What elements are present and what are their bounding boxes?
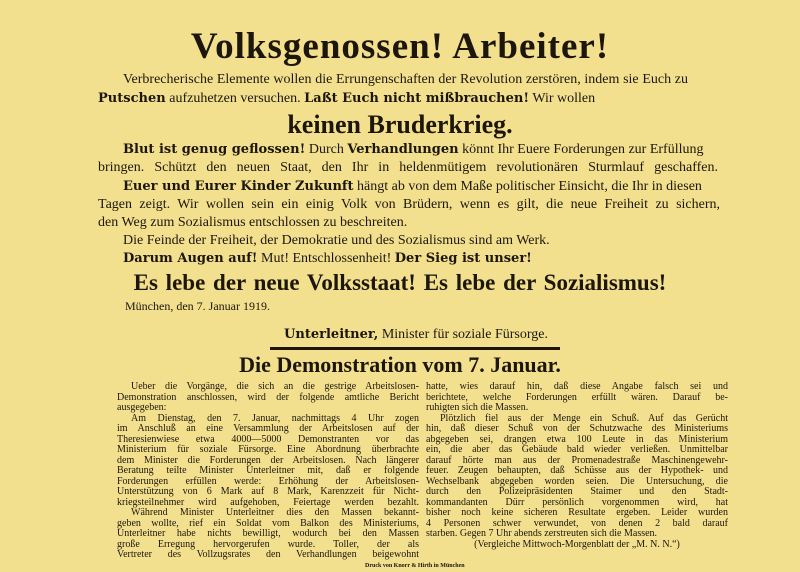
report-line: Unterstützung von 6 Mark auf 8 Mark, Karenzzeit für Nicht- <box>117 486 419 497</box>
report-line: Während Minister Unterleitner dies den Massen bekannt- <box>131 507 419 518</box>
report-line: im Anschluß an eine Versammlung der Arbeitslosen auf der <box>117 423 419 434</box>
report-line: starben. Gegen 7 Uhr abends zerstreuten sich die Massen. <box>426 528 658 539</box>
report-line: abgegeben sei, drangen etwa 100 Leute in das Ministerium <box>426 433 728 445</box>
emphasis: Darum Augen auf! <box>123 251 258 266</box>
signer-title: Minister für soziale Fürsorge. <box>378 327 548 342</box>
intro-line <box>98 90 595 108</box>
report-line: ein, die aber das Gebäude bald wieder verließen. Unmittelbar <box>426 444 728 455</box>
slogan-long-live: Es lebe der neue Volksstaat! Es lebe der Sozialismus! <box>133 270 667 295</box>
emphasis: Euer und Eurer Kinder Zukunft <box>123 179 354 194</box>
intro-line: den Weg zum Sozialismus entschlossen zu beschreiten. <box>98 215 408 230</box>
report-line: kommandanten Dürr persönlich vorgenommen wird, hat <box>426 496 728 508</box>
divider-rule <box>270 347 560 350</box>
poster-headline: Volksgenossen! Arbeiter! <box>190 26 610 67</box>
intro-line: Verbrecherische Elemente wollen die Errungenschaften der Revolution zerstören, indem sie Euch zu <box>123 72 688 87</box>
emphasis: Blut ist genug geflossen! <box>123 142 306 157</box>
report-line: hin, daß dieser Schuß von der Schutzwache des Ministeriums <box>426 423 728 434</box>
intro-line: bringen. Schützt den neuen Staat, den Ihr in heldenmütigem revolutionären Sturmlauf geschaffen. <box>98 160 718 175</box>
text: hängt ab von dem Maße politischer Einsicht, die Ihr in diesen <box>353 179 702 194</box>
intro-line: Die Feinde der Freiheit, der Demokratie und des Sozialismus sind am Werk. <box>123 233 550 248</box>
report-line: Theresienwiese etwa 4000—5000 Demonstranten vor das <box>117 433 419 445</box>
emphasis: Putschen <box>98 91 166 106</box>
report-line: Plötzlich fiel aus der Menge ein Schuß. Auf das Gerücht <box>440 412 728 424</box>
intro-line <box>123 250 532 268</box>
emphasis: Verhandlungen <box>347 142 459 157</box>
report-column-left <box>117 382 419 561</box>
emphasis: Laßt Euch nicht mißbrauchen! <box>304 91 530 106</box>
text: Mut! Entschlossenheit! <box>257 251 395 266</box>
slogan-no-civil-war: keinen Bruderkrieg. <box>287 110 513 139</box>
report-line: große Erregung hervorgerufen wurde. Toller, der als <box>117 538 419 550</box>
dateline: München, den 7. Januar 1919. <box>125 299 270 313</box>
report-line: darauf hörte man aus der Promenadestraße Maschinengewehr- <box>426 454 728 466</box>
report-line: 4 Personen schwer verwundet, von denen 2 bald darauf <box>426 517 728 529</box>
report-line: dem Minister die Forderungen der Arbeitslosen. Nach längerer <box>117 454 419 466</box>
signer-name: Unterleitner, <box>284 327 379 342</box>
intro-line <box>123 141 713 159</box>
report-line: Beratung teilte Minister Unterleitner mit, daß er folgende <box>117 465 419 476</box>
report-line: Forderungen erfüllen werde: Erhöhung der Arbeitslosen- <box>117 475 419 487</box>
report-column-right <box>426 382 728 550</box>
report-line: berichtete, welche Forderungen erfüllt wären. Darauf be- <box>426 391 728 403</box>
report-line: Ministerium für soziale Fürsorge. Eine Abordnung überbrachte <box>117 444 419 455</box>
report-line: hatte, wies darauf hin, daß diese Angabe falsch sei und <box>426 381 728 392</box>
report-line: ausgegeben: <box>117 402 167 413</box>
report-heading: Die Demonstration vom 7. Januar. <box>239 352 561 377</box>
report-line: durch den Polizeipräsidenten Staimer und den Stadt- <box>426 486 728 497</box>
report-line: feuer. Zeugen behaupten, daß Schüsse aus der Hypothek- und <box>426 465 728 476</box>
report-line: Unterleitner habe nichts bewilligt, wodurch bei den Massen <box>117 528 419 539</box>
text: Wir wollen <box>529 91 596 106</box>
text: könnt Ihr Euere Forderungen zur Erfüllung <box>458 142 704 157</box>
printer-imprint: Druck von Knorr & Hirth in München <box>365 563 465 569</box>
text: Durch <box>305 142 348 157</box>
report-line: ruhigten sich die Massen. <box>426 402 529 413</box>
report-line: Demonstration anschlossen, wird der folgende amtliche Bericht <box>117 391 419 403</box>
report-line: bisher noch keine sicheren Resultate ergeben. Leider wurden <box>426 507 728 518</box>
emphasis: Der Sieg ist unser! <box>394 251 532 266</box>
report-line: (Vergleiche Mittwoch-Morgenblatt der „M. N. N.“) <box>474 538 680 550</box>
report-line: geben wollte, rief ein Soldat vom Balkon des Ministeriums, <box>117 517 419 529</box>
report-line: kriegsteilnehmer wird aufgehoben, Feiertage werden bezahlt. <box>117 496 419 508</box>
report-line: Ueber die Vorgänge, die sich an die gestrige Arbeitslosen- <box>131 381 419 392</box>
report-line: Vertreter des Vollzugsrates den Verhandlungen beigewohnt <box>117 549 419 560</box>
report-line: Am Dienstag, den 7. Januar, nachmittags 4 Uhr zogen <box>131 412 419 424</box>
report-line: Wechselbank abgegeben worden seien. Die Untersuchung, die <box>426 475 728 487</box>
intro-line: Tagen zeigt. Wir wollen sein ein einig Volk von Brüdern, wenn es gilt, die neue Freiheit zu sichern, <box>98 197 720 212</box>
intro-line <box>123 178 702 196</box>
text: aufzuhetzen versuchen. <box>165 91 305 106</box>
signature <box>284 326 548 344</box>
